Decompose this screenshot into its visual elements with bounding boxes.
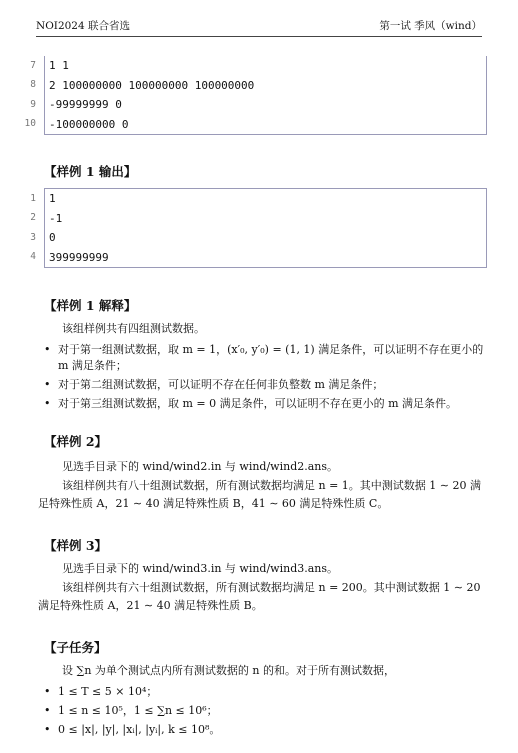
sample1-explanation-heading: 【样例 1 解释】 xyxy=(44,298,137,313)
list-item: • 对于第二组测试数据，可以证明不存在任何非负整数 m 满足条件； xyxy=(58,377,488,393)
code-line xyxy=(30,56,486,76)
code-line xyxy=(30,248,486,268)
list-item: • 对于第一组测试数据，取 m = 1，(x′₀, y′₀) = (1, 1) 满足条件，可以证明不存在更小的 m 满足条件； xyxy=(58,342,488,374)
code-line xyxy=(30,189,486,209)
list-item: • 0 ≤ |x|, |y|, |xᵢ|, |yᵢ|, k ≤ 10⁸。 xyxy=(58,722,488,738)
subtask-heading: 【子任务】 xyxy=(44,640,107,655)
sample3-heading: 【样例 3】 xyxy=(44,538,108,553)
code-text: -100000000 0 xyxy=(44,115,128,135)
code-line xyxy=(30,209,486,229)
sample-output-code-block xyxy=(30,188,487,268)
sample1-output-heading: 【样例 1 输出】 xyxy=(44,164,137,179)
code-line xyxy=(30,95,486,115)
line-number: 4 xyxy=(30,251,36,263)
page-header xyxy=(36,18,482,37)
list-item: • 1 ≤ T ≤ 5 × 10⁴； xyxy=(58,684,488,700)
line-number: 7 xyxy=(30,59,36,71)
sample3-line1: 见选手目录下的 wind/wind3.in 与 wind/wind3.ans。 xyxy=(62,562,339,575)
code-line xyxy=(30,76,486,96)
code-text: 1 1 xyxy=(44,56,69,76)
code-line xyxy=(24,115,486,135)
code-text: 0 xyxy=(44,228,56,248)
line-number: 9 xyxy=(30,98,36,110)
code-text: 2 100000000 100000000 100000000 xyxy=(44,76,254,96)
line-number: 8 xyxy=(30,79,36,91)
sample2-line2: 该组样例共有八十组测试数据，所有测试数据均满足 n = 1。其中测试数据 1 ∼ 20 满足特殊性质 A，21 ∼ 40 满足特殊性质 B，41 ∼ 60 满足特殊性质 C。 xyxy=(38,479,481,510)
line-number: 2 xyxy=(30,212,36,224)
list-item: • 1 ≤ n ≤ 10⁵，1 ≤ ∑n ≤ 10⁶； xyxy=(58,703,488,719)
sample2-line1: 见选手目录下的 wind/wind2.in 与 wind/wind2.ans。 xyxy=(62,460,339,473)
code-text: 399999999 xyxy=(44,248,109,268)
header-left: NOI2024 联合省选 xyxy=(36,20,131,32)
code-text: 1 xyxy=(44,189,56,209)
sample2-heading: 【样例 2】 xyxy=(44,434,108,449)
line-number: 3 xyxy=(30,231,36,243)
code-line xyxy=(30,228,486,248)
explanation-intro: 该组样例共有四组测试数据。 xyxy=(62,322,205,335)
line-number: 1 xyxy=(30,192,36,204)
line-number: 10 xyxy=(24,118,36,130)
explanation-list xyxy=(58,342,488,415)
subtask-intro: 设 ∑n 为单个测试点内所有测试数据的 n 的和。对于所有测试数据， xyxy=(62,664,396,677)
code-text: -99999999 0 xyxy=(44,95,122,115)
code-text: -1 xyxy=(44,209,62,229)
list-item: • 对于第三组测试数据，取 m = 0 满足条件，可以证明不存在更小的 m 满足条件。 xyxy=(58,396,488,412)
header-right: 第一试 季风（wind） xyxy=(379,20,482,32)
sample3-line2: 该组样例共有六十组测试数据，所有测试数据均满足 n = 200。其中测试数据 1 ∼ 20 满足特殊性质 A，21 ∼ 40 满足特殊性质 B。 xyxy=(38,581,481,612)
sample-input-code-block xyxy=(24,56,487,135)
subtask-list xyxy=(58,684,488,741)
